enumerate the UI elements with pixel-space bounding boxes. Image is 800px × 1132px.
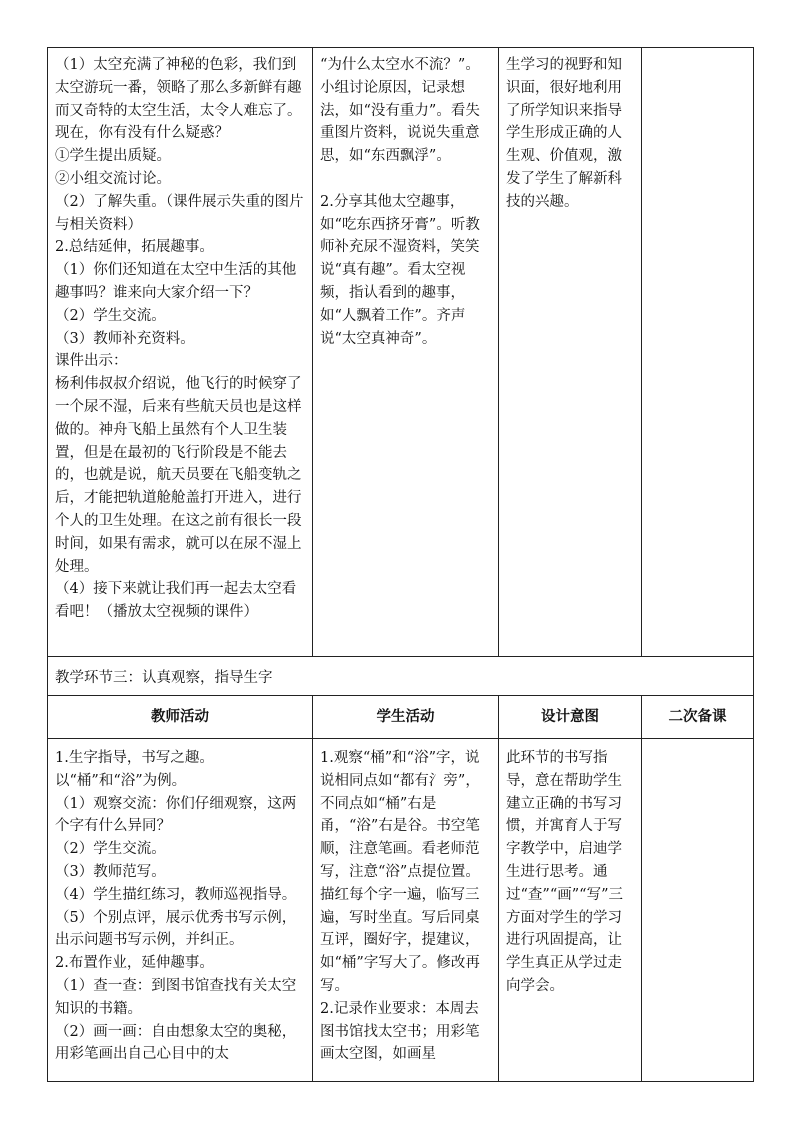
teacher-paragraph: 2.布置作业，延伸趣事。 — [55, 955, 214, 972]
lesson-plan-table — [47, 47, 754, 1082]
secondary-prep-cell — [642, 739, 754, 1082]
teacher-paragraph: （1）查一查：到图书馆查找有关太空知识的书籍。 — [55, 977, 297, 1017]
table-row — [48, 657, 754, 696]
student-paragraph: 2.记录作业要求：本周去图书馆找太空书；用彩笔画太空图，如画星 — [320, 1000, 480, 1063]
table-row — [48, 739, 754, 1082]
section-title: 教学环节三：认真观察，指导生字 — [48, 657, 754, 696]
student-paragraph: 2.分享其他太空趣事，如“吃东西挤牙膏”。听教师补充尿不湿资料，笑笑说“真有趣”。看太空视频，指认看到的趣事，如“人飘着工作”。齐声说“太空真神奇”。 — [320, 193, 480, 347]
design-intent-cell — [499, 739, 642, 1082]
teacher-paragraph: （4）接下来就让我们再一起去太空看看吧！（播放太空视频的课件） — [55, 581, 297, 621]
teacher-paragraph: 课件出示： — [55, 353, 128, 370]
table-row — [48, 48, 754, 657]
secondary-prep-cell — [642, 48, 754, 657]
teacher-paragraph: （3）教师范写。 — [55, 863, 166, 880]
teacher-paragraph: （2）学生交流。 — [55, 307, 166, 324]
header-student-activity: 学生活动 — [313, 696, 499, 739]
teacher-activity-cell — [48, 739, 313, 1082]
teacher-paragraph: （1）你们还知道在太空中生活的其他趣事吗？谁来向大家介绍一下？ — [55, 262, 297, 301]
teacher-paragraph: （1）观察交流：你们仔细观察，这两个字有什么异同？ — [55, 795, 297, 835]
teacher-paragraph: （5）个别点评，展示优秀书写示例，出示问题书写示例，并纠正。 — [55, 909, 297, 949]
teacher-activity-cell — [48, 48, 313, 657]
teacher-paragraph: 以“桶”和“浴”为例。 — [55, 772, 187, 789]
teacher-paragraph: ①学生提出质疑。 — [55, 148, 171, 165]
header-secondary-prep: 二次备课 — [642, 696, 754, 739]
header-teacher-activity: 教师活动 — [48, 696, 313, 739]
teacher-paragraph: （4）学生描红练习，教师巡视指导。 — [55, 886, 297, 903]
teacher-paragraph: （2）画一画：自由想象太空的奥秘，用彩笔画出自己心目中的太 — [55, 1023, 297, 1063]
teacher-paragraph: （3）教师补充资料。 — [55, 330, 195, 347]
student-paragraph: “为什么太空水不流？”。小组讨论原因，记录想法，如“没有重力”。看失重图片资料，说说失重意思，如“东西飘浮”。 — [320, 57, 480, 165]
teacher-paragraph: （2）了解失重。（课件展示失重的图片与相关资料） — [55, 193, 304, 233]
student-paragraph: 1.观察“桶”和“浴”字，说说相同点如“都有氵旁”，不同点如“桶”右是甬，“浴”右是谷。书空笔顺，注意笔画。看老师范写，注意“浴”点提位置。描红每个字一遍，临写三遍，写时坐直。写后同桌互评，圈好字，提建议，如“桶”字写大了。修改再写。 — [320, 750, 480, 994]
header-design-intent: 设计意图 — [499, 696, 642, 739]
teacher-paragraph: ②小组交流讨论。 — [55, 170, 171, 187]
teacher-paragraph: 2.总结延伸，拓展趣事。 — [55, 239, 214, 256]
teacher-paragraph: （1）太空充满了神秘的色彩，我们到太空游玩一番，领略了那么多新鲜有趣而又奇特的太空生活，太令人难忘了。现在，你有没有什么疑惑？ — [55, 57, 302, 142]
design-intent-cell — [499, 48, 642, 657]
teacher-paragraph: 杨利伟叔叔介绍说，他飞行的时候穿了一个尿不湿，后来有些航天员也是这样做的。神舟飞船上虽然有个人卫生装置，但是在最初的飞行阶段是不能去的，也就是说，航天员要在飞船变轨之后，才能把轨道舱舱盖打开进入，进行个人的卫生处理。在这之前有很长一段时间，如果有需求，就可以在尿不湿上处理。 — [55, 376, 302, 575]
table-header-row — [48, 696, 754, 739]
student-paragraph-spacer — [320, 168, 491, 191]
design-intent-text: 生学习的视野和知识面，很好地利用了所学知识来指导学生形成正确的人生观、价值观，激发了学生了解新科技的兴趣。 — [506, 57, 622, 210]
teacher-paragraph: 1.生字指导，书写之趣。 — [55, 750, 214, 766]
student-activity-cell — [313, 739, 499, 1082]
student-activity-cell — [313, 48, 499, 657]
design-intent-text: 此环节的书写指导，意在帮助学生建立正确的书写习惯，并寓育人于写字教学中，启迪学生进行思考。通过“查”“画”“写”三方面对学生的学习进行巩固提高，让学生真正从学过走向学会。 — [506, 750, 623, 994]
teacher-paragraph: （2）学生交流。 — [55, 841, 166, 858]
